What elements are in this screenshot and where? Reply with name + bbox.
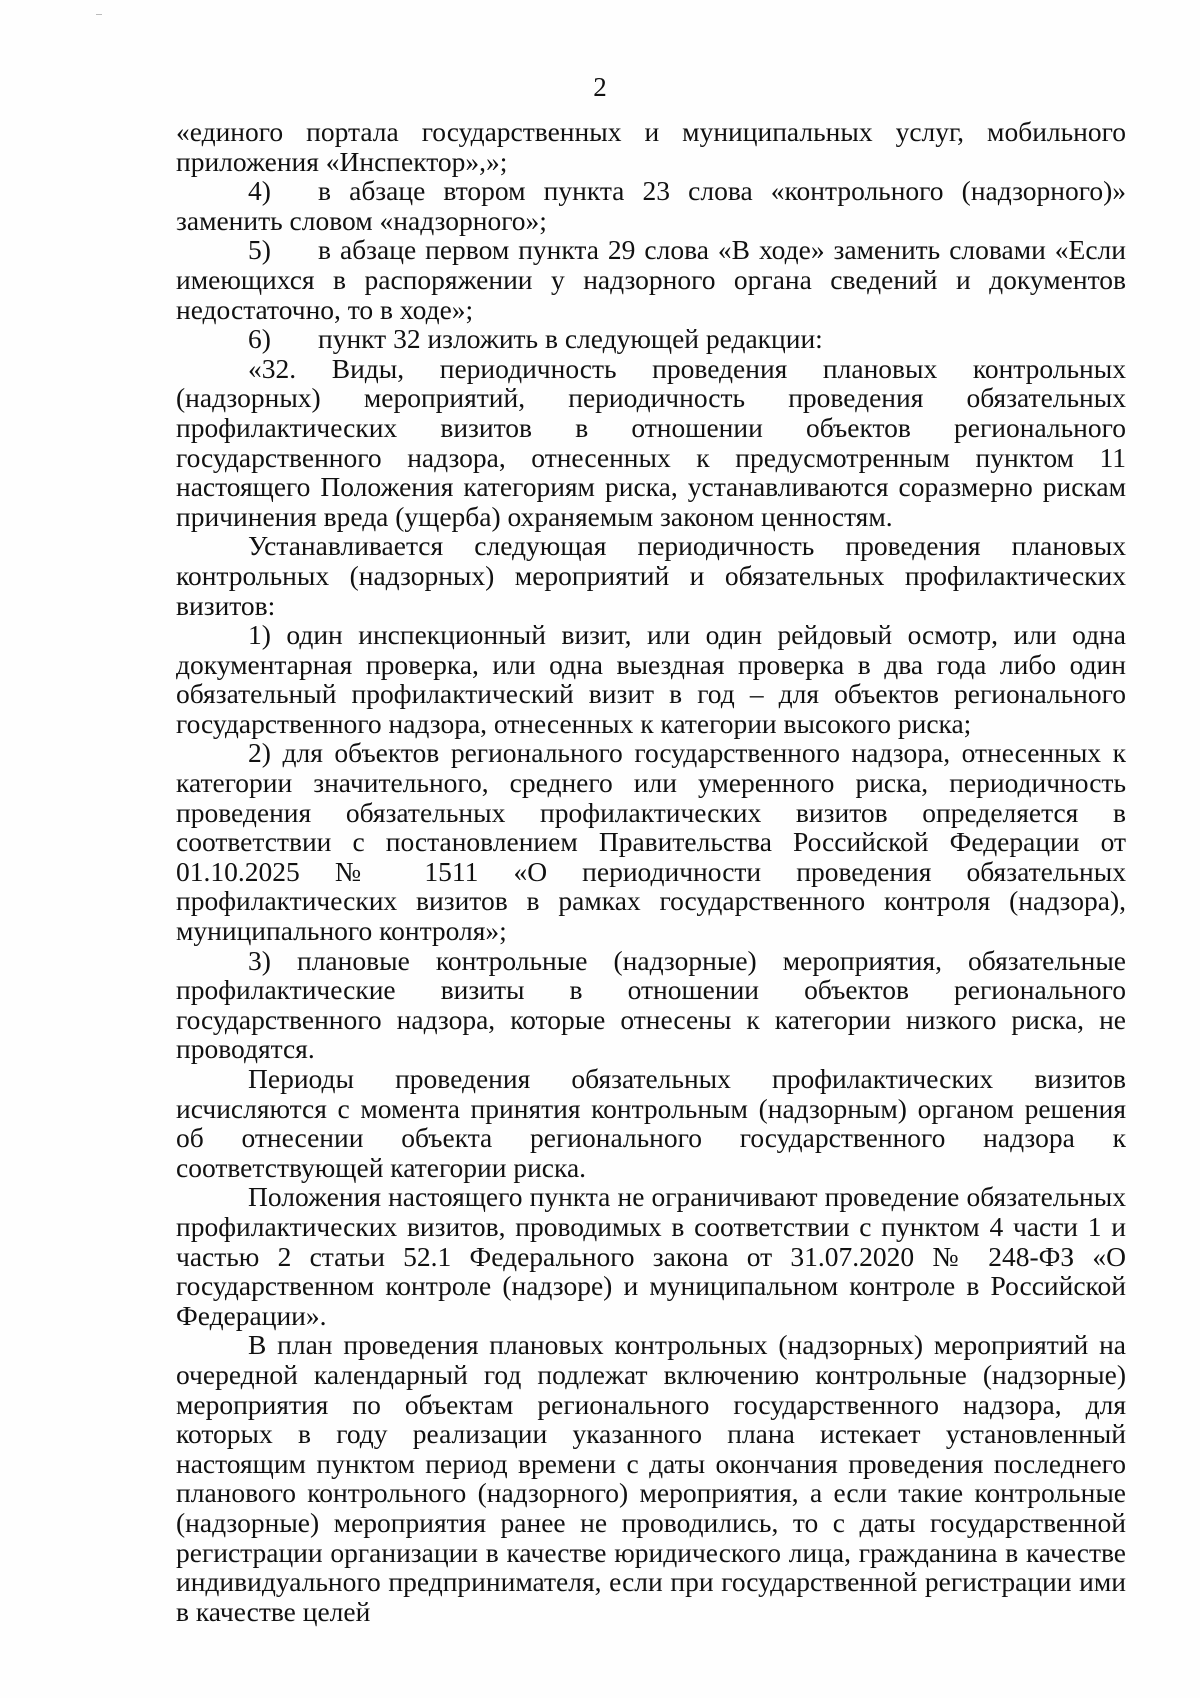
item-number: 5) xyxy=(248,234,271,266)
paragraph-periods: Периоды проведения обязательных профилактических визитов исчисляются с момента принятия контрольным (надзорным) органом решения об отнесении объекта регионального государственного надзора к соответствующей категории риска. xyxy=(176,1063,1126,1183)
item-number: 6) xyxy=(248,323,271,355)
paragraph-plan: В план проведения плановых контрольных (надзорных) мероприятий на очередной календарный год подлежат включению контрольные (надзорные) мероприятия по объектам регионального государственного надзора, для которых в году реализации указанного плана истекает установленный настоящим пунктом период времени с даты окончания проведения последнего планового контрольного (надзорного) мероприятия, а если такие контрольные (надзорные) мероприятия ранее не проводились, то с даты государственной регистрации организации в качестве юридического лица, гражданина в качестве индивидуального предпринимателя, если при государственной регистрации ими в качестве целей xyxy=(176,1329,1126,1627)
paragraph-periodicity: Устанавливается следующая периодичность проведения плановых контрольных (надзорных) мероприятий и обязательных профилактических визитов: xyxy=(176,530,1126,621)
paragraph-subitem-1: 1) один инспекционный визит, или один рейдовый осмотр, или одна документарная проверка, или одна выездная проверка в два года либо один обязательный профилактический визит в год – для объектов регионального государственного надзора, отнесенных к категории высокого риска; xyxy=(176,619,1126,739)
paragraph-point-32: «32. Виды, периодичность проведения плановых контрольных (надзорных) мероприятий, периодичность проведения обязательных профилактических визитов в отношении объектов регионального государственного надзора, отнесенных к предусмотренным пунктом 11 настоящего Положения категориям риска, устанавливаются соразмерно рискам причинения вреда (ущерба) охраняемым законом ценностям. xyxy=(176,352,1126,532)
document-body xyxy=(176,117,1126,1626)
list-item-6 xyxy=(176,324,1126,354)
item-number: 4) xyxy=(248,175,271,207)
list-item-4 xyxy=(176,176,1126,235)
paragraph-subitem-2: 2) для объектов регионального государственного надзора, отнесенных к категории значительного, среднего или умеренного риска, периодичность проведения обязательных профилактических визитов определяется в соответствии с постановлением Правительства Российской Федерации от 01.10.2025 № 1511 «О периодичности проведения обязательных профилактических визитов в рамках государственного контроля (надзора), муниципального контроля»; xyxy=(176,737,1126,947)
paragraph-provisions: Положения настоящего пункта не ограничивают проведение обязательных профилактических визитов, проводимых в соответствии с пунктом 4 части 1 и частью 2 статьи 52.1 Федерального закона от 31.07.2020 № 248-ФЗ «О государственном контроле (надзоре) и муниципальном контроле в Российской Федерации». xyxy=(176,1181,1126,1331)
paragraph-continuation: «единого портала государственных и муниципальных услуг, мобильного приложения «Инспектор»,»; xyxy=(176,116,1126,177)
item-text: в абзаце первом пункта 29 слова «В ходе» заменить словами «Если имеющихся в распоряжении у надзорного органа сведений и документов недостаточно, то в ходе»; xyxy=(176,234,1126,325)
item-text: в абзаце втором пункта 23 слова «контрольного (надзорного)» заменить словом «надзорного»; xyxy=(176,175,1126,236)
paragraph-subitem-3: 3) плановые контрольные (надзорные) мероприятия, обязательные профилактические визиты в отношении объектов регионального государственного надзора, которые отнесены к категории низкого риска, не проводятся. xyxy=(176,944,1126,1065)
list-item-5 xyxy=(176,235,1126,324)
page-number: 2 xyxy=(593,72,607,102)
item-text: пункт 32 изложить в следующей редакции: xyxy=(318,323,823,355)
scan-mark xyxy=(96,14,102,15)
